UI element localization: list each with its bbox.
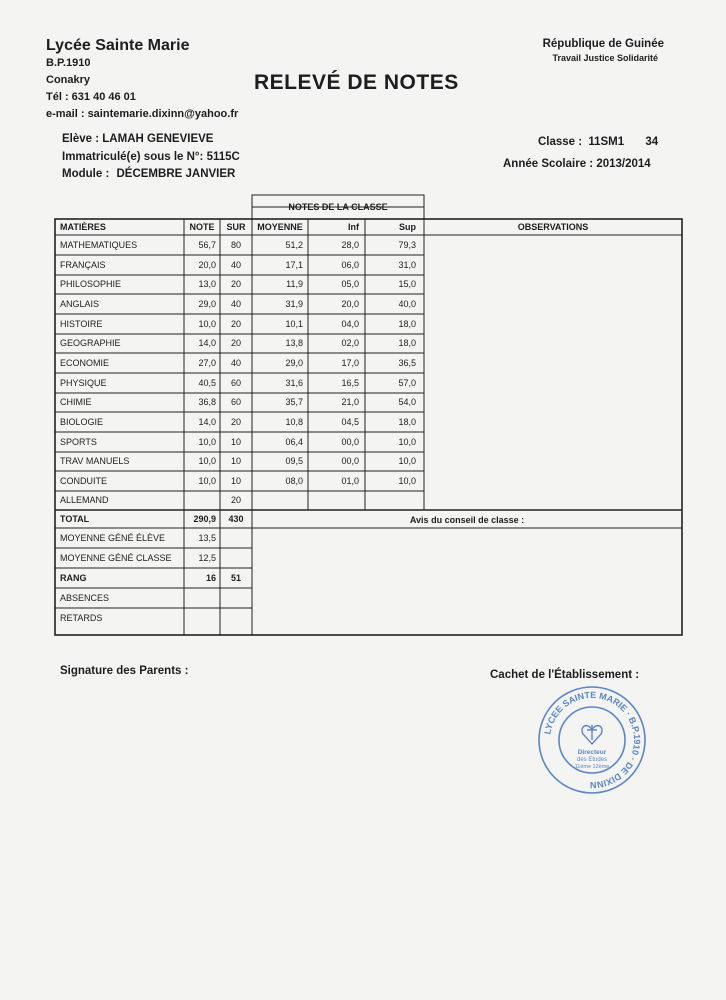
subject-sur: 40 — [230, 299, 241, 309]
rang-value: 16 — [205, 573, 216, 583]
avis-conseil-label: Avis du conseil de classe : — [409, 515, 525, 525]
signature-parents-label: Signature des Parents : — [60, 665, 189, 677]
stamp-center-line-3: 11ème 12ème — [574, 764, 610, 770]
class-sup: 10,0 — [398, 476, 416, 486]
classe-label: Classe : — [538, 136, 583, 148]
class-moyenne: 09,5 — [285, 456, 303, 466]
total-label: TOTAL — [60, 514, 90, 524]
subject-note: 13,0 — [198, 279, 216, 289]
school-email: e-mail : saintemarie.dixinn@yahoo.fr — [46, 108, 239, 120]
subject-sur: 20 — [230, 338, 241, 348]
subject-note: 29,0 — [198, 299, 216, 309]
subject-note: 36,8 — [198, 397, 216, 407]
subject-name: PHILOSOPHIE — [60, 279, 122, 289]
class-sup: 57,0 — [398, 378, 416, 388]
absences-label: ABSENCES — [60, 593, 110, 603]
class-moyenne: 31,9 — [285, 299, 303, 309]
class-inf: 28,0 — [341, 240, 359, 250]
class-inf: 17,0 — [341, 358, 359, 368]
subject-sur: 20 — [230, 319, 241, 329]
header-inf: Inf — [348, 222, 359, 232]
subject-sur: 10 — [230, 437, 241, 447]
moyenne-classe-value: 12,5 — [198, 553, 216, 563]
annee-value: 2013/2014 — [596, 158, 651, 170]
module-label: Module : — [62, 168, 110, 180]
class-moyenne: 06,4 — [285, 437, 303, 447]
subject-note: 56,7 — [198, 240, 216, 250]
stamp-center-line-1: Directeur — [577, 749, 607, 756]
subject-note: 10,0 — [198, 456, 216, 466]
subject-name: CHIMIE — [60, 397, 92, 407]
school-city: Conakry — [46, 74, 91, 86]
subject-note: 10,0 — [198, 437, 216, 447]
total-sur: 430 — [228, 514, 244, 524]
rang-label: RANG — [60, 573, 87, 583]
module-value: DÉCEMBRE JANVIER — [116, 168, 236, 180]
immat-value: 5115C — [206, 151, 240, 163]
annee-label: Année Scolaire : — [503, 158, 594, 170]
class-sup: 15,0 — [398, 279, 416, 289]
subject-name: ECONOMIE — [60, 358, 110, 368]
class-moyenne: 11,9 — [286, 279, 303, 289]
subject-name: ANGLAIS — [60, 299, 100, 309]
class-sup: 10,0 — [398, 437, 416, 447]
moyenne-eleve-label: MOYENNE GÉNÉ ÉLÈVE — [60, 533, 166, 543]
class-inf: 05,0 — [341, 279, 359, 289]
republic-name: République de Guinée — [542, 38, 664, 50]
class-sup: 18,0 — [398, 417, 416, 427]
moyenne-classe-label: MOYENNE GÉNÉ CLASSE — [60, 553, 172, 563]
subject-name: ALLEMAND — [60, 495, 109, 505]
class-inf: 16,5 — [341, 378, 359, 388]
header-observations: OBSERVATIONS — [517, 222, 589, 232]
school-stamp — [536, 684, 648, 796]
class-inf: 21,0 — [341, 397, 359, 407]
subject-sur: 40 — [230, 260, 241, 270]
school-phone: Tél : 631 40 46 01 — [46, 91, 136, 103]
header-note: NOTE — [189, 222, 215, 232]
class-inf: 00,0 — [341, 437, 359, 447]
class-sup: 36,5 — [398, 358, 416, 368]
class-sup: 79,3 — [398, 240, 416, 250]
class-moyenne: 29,0 — [285, 358, 303, 368]
subject-note: 20,0 — [198, 260, 216, 270]
class-moyenne: 31,6 — [285, 378, 303, 388]
subject-note: 40,5 — [198, 378, 216, 388]
classe-effectif: 34 — [645, 136, 659, 148]
class-moyenne: 35,7 — [285, 397, 303, 407]
subject-sur: 10 — [230, 456, 241, 466]
rang-sur: 51 — [230, 573, 241, 583]
class-moyenne: 13,8 — [285, 338, 303, 348]
class-moyenne: 08,0 — [285, 476, 303, 486]
class-inf: 01,0 — [341, 476, 359, 486]
subject-name: PHYSIQUE — [60, 378, 107, 388]
subject-sur: 10 — [230, 476, 241, 486]
subject-name: BIOLOGIE — [60, 417, 104, 427]
subject-name: CONDUITE — [60, 476, 107, 486]
group-header: NOTES DE LA CLASSE — [288, 202, 388, 212]
stamp-center-line-2: des Etudes — [576, 757, 608, 763]
republic-motto: Travail Justice Solidarité — [552, 53, 658, 63]
total-note: 290,9 — [193, 514, 216, 524]
eleve-label: Elève : — [62, 133, 100, 145]
moyenne-eleve-value: 13,5 — [198, 533, 216, 543]
class-moyenne: 17,1 — [285, 260, 303, 270]
class-sup: 18,0 — [398, 338, 416, 348]
class-moyenne: 51,2 — [285, 240, 303, 250]
class-sup: 18,0 — [398, 319, 416, 329]
class-moyenne: 10,1 — [285, 319, 303, 329]
subject-sur: 20 — [230, 279, 241, 289]
subject-name: TRAV MANUELS — [60, 456, 130, 466]
header-matieres: MATIÈRES — [60, 222, 106, 232]
class-inf: 00,0 — [341, 456, 359, 466]
class-sup: 10,0 — [398, 456, 416, 466]
cachet-label: Cachet de l'Établissement : — [490, 669, 640, 681]
class-moyenne: 10,8 — [285, 417, 303, 427]
page-title: RELEVÉ DE NOTES — [254, 71, 459, 94]
class-inf: 20,0 — [341, 299, 359, 309]
header-moyenne: MOYENNE — [257, 222, 303, 232]
subject-sur: 40 — [230, 358, 241, 368]
subject-name: FRANÇAIS — [60, 260, 106, 270]
header-sup: Sup — [399, 222, 416, 232]
class-inf: 02,0 — [341, 338, 359, 348]
stamp-ring-text: LYCEE SAINTE MARIE · B.P.1910 · DE DIXINN — [542, 689, 643, 791]
subject-note: 10,0 — [198, 476, 216, 486]
class-sup: 31,0 — [398, 260, 416, 270]
subject-sur: 60 — [230, 397, 241, 407]
eleve-name: LAMAH GENEVIEVE — [102, 133, 214, 145]
subject-note: 27,0 — [198, 358, 216, 368]
subject-sur: 80 — [230, 240, 241, 250]
class-inf: 04,0 — [341, 319, 359, 329]
subject-name: MATHEMATIQUES — [60, 240, 138, 250]
subject-note: 14,0 — [198, 338, 216, 348]
subject-sur: 60 — [230, 378, 241, 388]
subject-name: SPORTS — [60, 437, 97, 447]
school-bp: B.P.1910 — [46, 57, 91, 69]
subject-sur: 20 — [230, 417, 241, 427]
subject-sur: 20 — [230, 495, 241, 505]
class-sup: 40,0 — [398, 299, 416, 309]
class-inf: 04,5 — [341, 417, 359, 427]
class-sup: 54,0 — [398, 397, 416, 407]
school-name: Lycée Sainte Marie — [46, 37, 190, 54]
class-inf: 06,0 — [341, 260, 359, 270]
header-sur: SUR — [226, 222, 246, 232]
classe-value: 11SM1 — [588, 136, 625, 148]
subject-name: GEOGRAPHIE — [60, 338, 121, 348]
immat-label: Immatriculé(e) sous le N°: — [62, 151, 204, 163]
subject-note: 10,0 — [198, 319, 216, 329]
subject-name: HISTOIRE — [60, 319, 103, 329]
retards-label: RETARDS — [60, 613, 103, 623]
subject-note: 14,0 — [198, 417, 216, 427]
